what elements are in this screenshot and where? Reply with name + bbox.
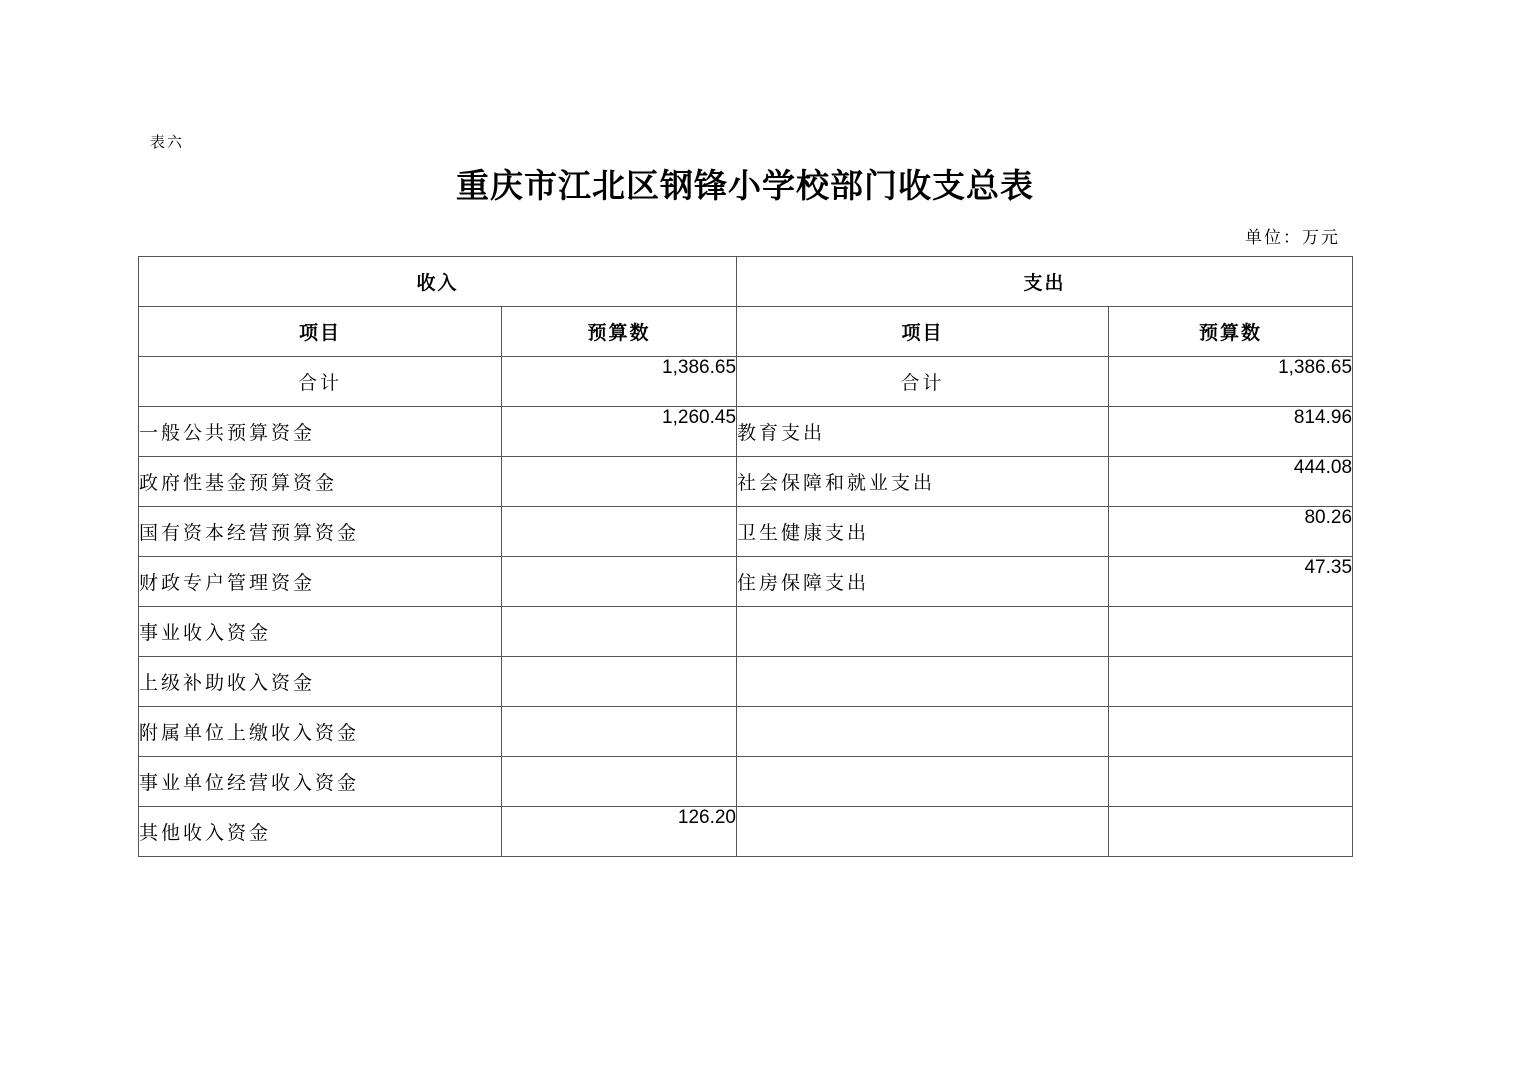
page-title: 重庆市江北区钢锋小学校部门收支总表 — [456, 166, 1034, 205]
expense-value — [1109, 657, 1353, 707]
expense-value — [1109, 757, 1353, 807]
table-row — [139, 807, 1353, 857]
expense-value — [1109, 707, 1353, 757]
income-item: 附属单位上缴收入资金 — [139, 707, 502, 757]
expense-value — [1109, 607, 1353, 657]
table-row — [139, 607, 1353, 657]
total-row — [139, 357, 1353, 407]
income-budget-column-header: 预算数 — [502, 307, 737, 357]
expense-item — [737, 807, 1109, 857]
income-item: 事业收入资金 — [139, 607, 502, 657]
income-item-column-header: 项目 — [139, 307, 502, 357]
income-item: 政府性基金预算资金 — [139, 457, 502, 507]
unit-label: 单位：万元 — [1245, 228, 1340, 248]
table-row — [139, 707, 1353, 757]
income-item: 其他收入资金 — [139, 807, 502, 857]
expense-total-value: 1,386.65 — [1109, 357, 1353, 407]
income-value — [502, 757, 737, 807]
expense-value: 814.96 — [1109, 407, 1353, 457]
table-row — [139, 407, 1353, 457]
expense-item: 卫生健康支出 — [737, 507, 1109, 557]
expense-item — [737, 607, 1109, 657]
budget-table — [138, 256, 1353, 857]
expense-value: 47.35 — [1109, 557, 1353, 607]
income-value — [502, 557, 737, 607]
expense-item: 社会保障和就业支出 — [737, 457, 1109, 507]
table-row — [139, 507, 1353, 557]
income-value — [502, 507, 737, 557]
income-value — [502, 607, 737, 657]
table-row — [139, 557, 1353, 607]
expense-total-label: 合计 — [737, 357, 1109, 407]
expense-item: 住房保障支出 — [737, 557, 1109, 607]
table-row — [139, 657, 1353, 707]
income-value — [502, 457, 737, 507]
income-value — [502, 707, 737, 757]
income-value — [502, 657, 737, 707]
table-row — [139, 757, 1353, 807]
expense-value: 444.08 — [1109, 457, 1353, 507]
income-total-value: 1,386.65 — [502, 357, 737, 407]
expense-value — [1109, 807, 1353, 857]
table-label: 表六 — [150, 133, 185, 151]
income-total-label: 合计 — [139, 357, 502, 407]
income-item: 事业单位经营收入资金 — [139, 757, 502, 807]
income-item: 财政专户管理资金 — [139, 557, 502, 607]
section-header-row — [139, 257, 1353, 307]
expense-value: 80.26 — [1109, 507, 1353, 557]
expense-item-column-header: 项目 — [737, 307, 1109, 357]
income-header: 收入 — [139, 257, 737, 307]
table-row — [139, 457, 1353, 507]
income-item: 一般公共预算资金 — [139, 407, 502, 457]
income-value: 126.20 — [502, 807, 737, 857]
expense-item — [737, 657, 1109, 707]
income-item: 上级补助收入资金 — [139, 657, 502, 707]
expense-header: 支出 — [737, 257, 1353, 307]
income-value: 1,260.45 — [502, 407, 737, 457]
expense-item — [737, 707, 1109, 757]
column-header-row — [139, 307, 1353, 357]
expense-item — [737, 757, 1109, 807]
expense-budget-column-header: 预算数 — [1109, 307, 1353, 357]
income-item: 国有资本经营预算资金 — [139, 507, 502, 557]
expense-item: 教育支出 — [737, 407, 1109, 457]
